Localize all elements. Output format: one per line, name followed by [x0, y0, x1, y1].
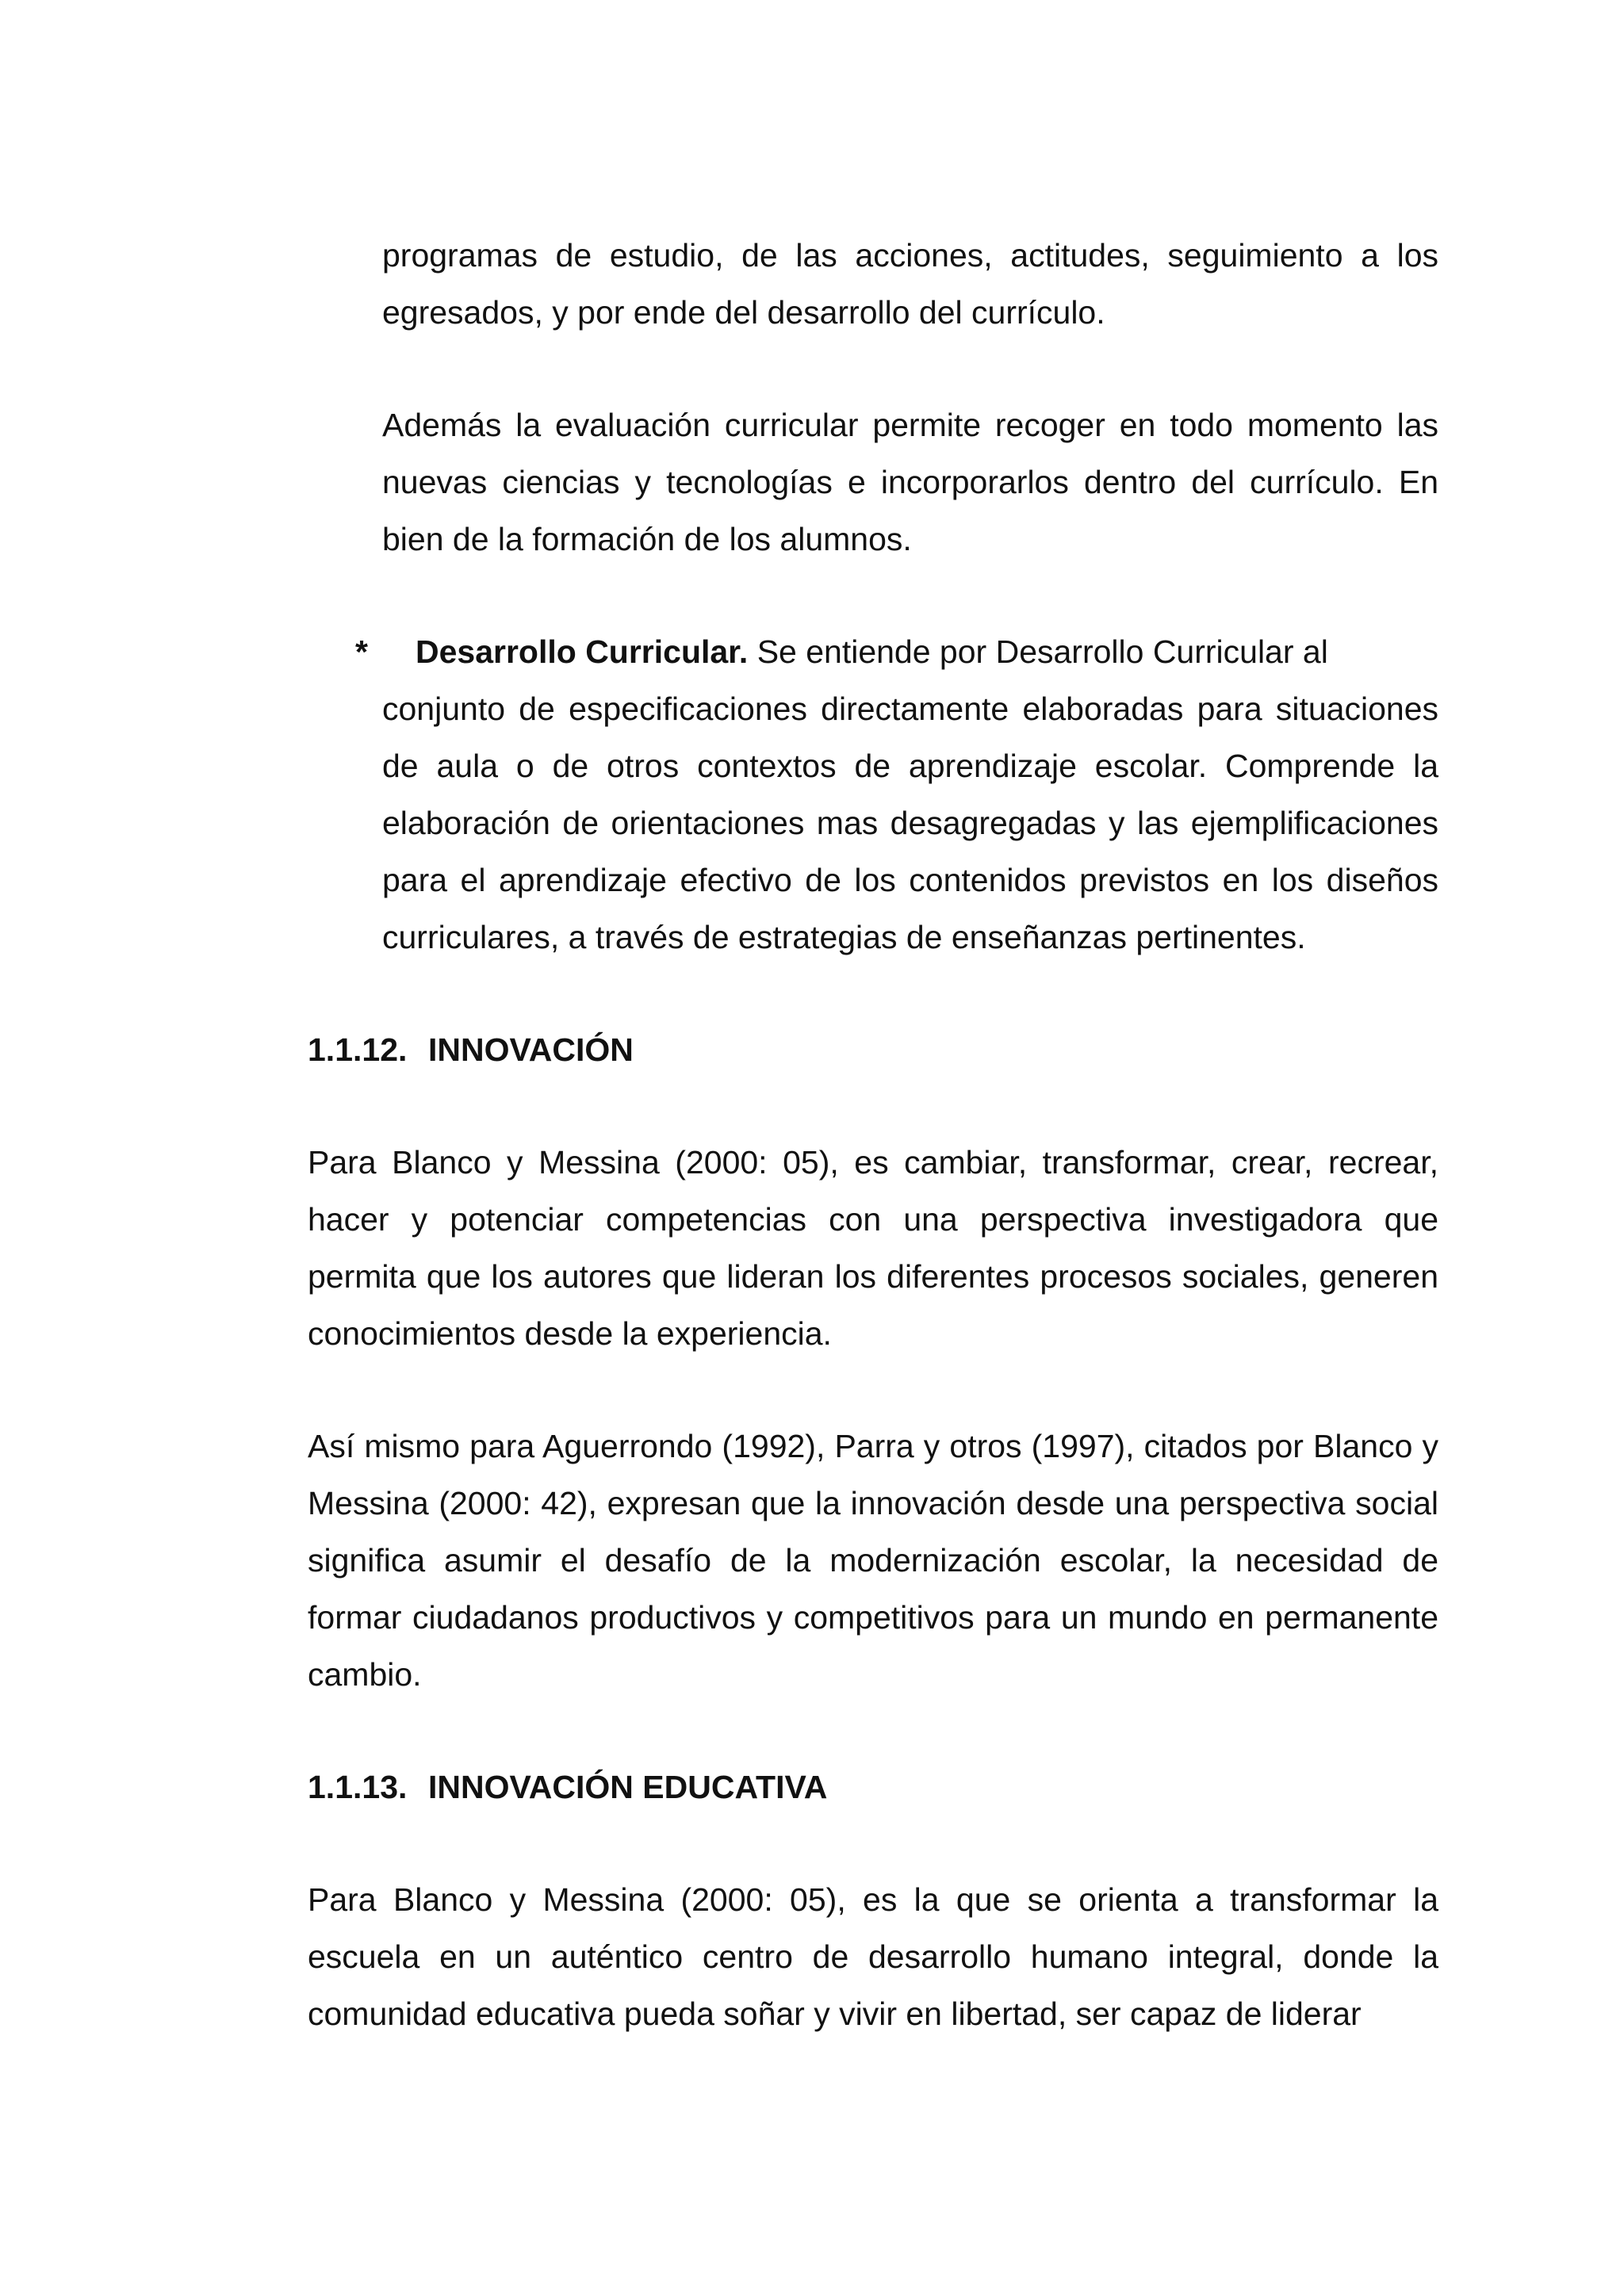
paragraph-innovacion-definicion: Para Blanco y Messina (2000: 05), es cambiar, transformar, crear, recrear, hacer y potenciar competencias con una perspectiva investigadora que permita que los autores que lideran los diferentes procesos sociales, generen conocimientos desde la experiencia.: [308, 1144, 1438, 1352]
paragraph-curriculum-continuation: programas de estudio, de las acciones, actitudes, seguimiento a los egresados, y por ende del desarrollo del currículo.: [382, 237, 1438, 331]
bullet-term: Desarrollo Curricular.: [416, 633, 749, 670]
section-title: INNOVACIÓN EDUCATIVA: [428, 1769, 828, 1805]
paragraph-evaluacion-curricular: Además la evaluación curricular permite recoger en todo momento las nuevas ciencias y tecnologías e incorporarlos dentro del currículo. En bien de la formación de los alumnos.: [382, 407, 1438, 557]
bullet-first-line-text: Se entiende por Desarrollo Curricular al: [756, 633, 1328, 670]
section-heading-innovacion-educativa: [308, 1758, 827, 1816]
bullet-first-line: [355, 623, 1438, 680]
section-heading-innovacion: [308, 1021, 634, 1078]
section-number: 1.1.13.: [308, 1769, 408, 1805]
paragraph-innovacion-perspectiva-social: Así mismo para Aguerrondo (1992), Parra y otros (1997), citados por Blanco y Messina (2000: 42), expresan que la innovación desde una perspectiva social significa asumir el desafío de la modernización escolar, la necesidad de formar ciudadanos productivos y competitivos para un mundo en permanente cambio.: [308, 1428, 1438, 1693]
section-title: INNOVACIÓN: [428, 1031, 634, 1068]
section-number: 1.1.12.: [308, 1031, 408, 1068]
paragraph-innovacion-educativa-definicion: Para Blanco y Messina (2000: 05), es la que se orienta a transformar la escuela en un auténtico centro de desarrollo humano integral, donde la comunidad educativa pueda soñar y vivir en libertad, ser capaz de liderar: [308, 1881, 1438, 2032]
bullet-continuation: conjunto de especificaciones directamente elaboradas para situaciones de aula o de otros contextos de aprendizaje escolar. Comprende la elaboración de orientaciones mas desagregadas y las ejemplificaciones para el aprendizaje efectivo de los contenidos previstos en los diseños curriculares, a través de estrategias de enseñanzas pertinentes.: [382, 691, 1438, 955]
bullet-desarrollo-curricular: [355, 623, 1438, 966]
bullet-marker: *: [355, 633, 368, 670]
